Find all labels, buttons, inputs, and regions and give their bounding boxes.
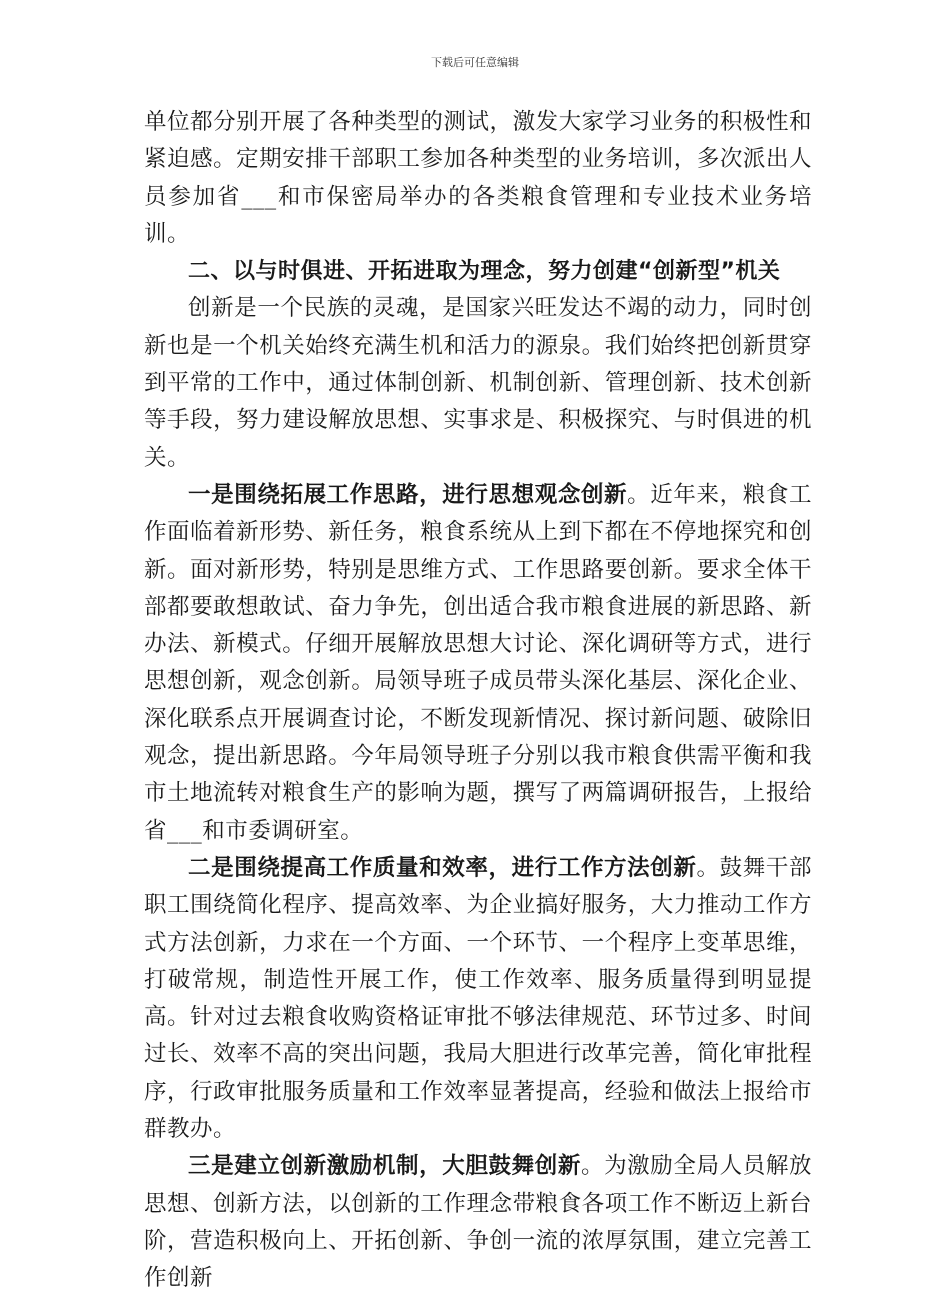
paragraph-point-2 <box>144 850 812 1148</box>
point-3-lead: 三是建立创新激励机制，大胆鼓舞创新 <box>188 1153 581 1180</box>
paragraph-continuation: 单位都分别开展了各种类型的测试，激发大家学习业务的积极性和紧迫感。定期安排干部职工参加各种类型的业务培训，多次派出人员参加省___和市保密局举办的各类粮食管理和专业技术业务培训。 <box>144 109 812 247</box>
paragraph-intro: 创新是一个民族的灵魂，是国家兴旺发达不竭的动力，同时创新也是一个机关始终充满生机和活力的源泉。我们始终把创新贯穿到平常的工作中，通过体制创新、机制创新、管理创新、技术创新等手段，努力建设解放思想、实事求是、积极探究、与时俱进的机关。 <box>144 295 812 471</box>
point-1-text: 。近年来，粮食工作面临着新形势、新任务，粮食系统从上到下都在不停地探究和创新。面对新形势，特别是思维方式、工作思路要创新。要求全体干部都要敢想敢试、奋力争先，创出适合我市粮食进展的新思路、新办法、新模式。仔细开展解放思想大讨论、深化调研等方式，进行思想创新，观念创新。局领导班子成员带头深化基层、深化企业、深化联系点开展调查讨论，不断发现新情况、探讨新问题、破除旧观念，提出新思路。今年局领导班子分别以我市粮食供需平衡和我市土地流转对粮食生产的影响为题，撰写了两篇调研报告，上报给省___和市委调研室。 <box>144 481 812 844</box>
paragraph-point-3 <box>144 1148 812 1297</box>
section-heading: 二、以与时俱进、开拓进取为理念，努力创建“创新型”机关 <box>188 259 781 285</box>
paragraph-point-1 <box>144 477 812 850</box>
document-body <box>144 104 812 1298</box>
point-3-text: 。为激励全局人员解放思想、创新方法，以创新的工作理念带粮食各项工作不断迈上新台阶，营造积极向上、开拓创新、争创一流的浓厚氛围，建立完善工作创新 <box>144 1153 812 1292</box>
point-1-lead: 一是围绕拓展工作思路，进行思想观念创新 <box>188 481 628 508</box>
point-2-text: 。鼓舞干部职工围绕简化程序、提高效率、为企业搞好服务，大力推动工作方式方法创新，力求在一个方面、一个环节、一个程序上变革思维，打破常规，制造性开展工作，使工作效率、服务质量得到明显提高。针对过去粮食收购资格证审批不够法律规范、环节过多、时间过长、效率不高的突出问题，我局大胆进行改革完善，简化审批程序，行政审批服务质量和工作效率显著提高，经验和做法上报给市群教办。 <box>144 854 812 1143</box>
point-2-lead: 二是围绕提高工作质量和效率，进行工作方法创新 <box>188 854 697 881</box>
page-header: 下载后可任意编辑 <box>431 56 519 69</box>
